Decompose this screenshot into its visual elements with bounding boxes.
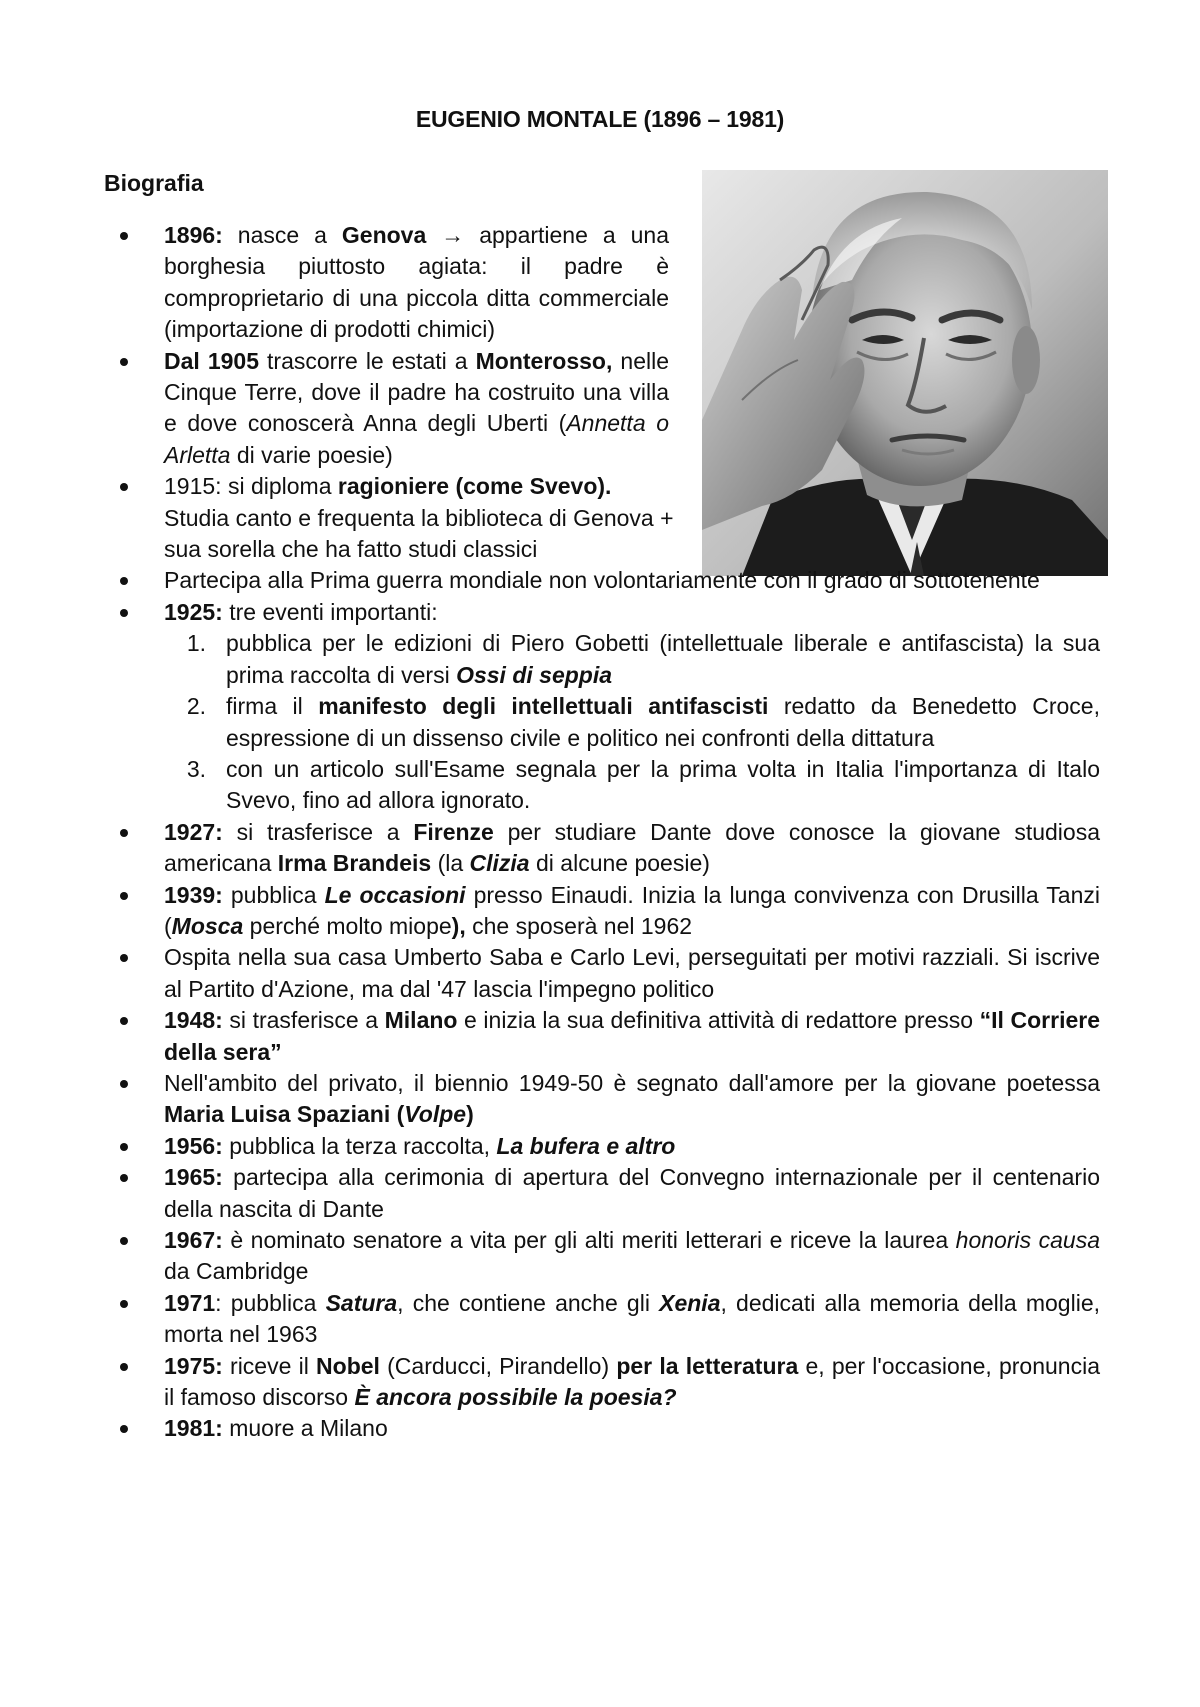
- item-year: 1927:: [164, 818, 223, 845]
- item-text: si trasferisce a: [222, 1007, 385, 1034]
- list-item: [104, 346, 669, 472]
- list-item: [104, 817, 1100, 880]
- item-text: , dedicati alla memoria della moglie, morta nel 1963: [164, 1289, 1100, 1348]
- item-text: nasce a: [222, 222, 342, 248]
- page-title: EUGENIO MONTALE (1896 – 1981): [415, 106, 785, 132]
- item-person: Maria Luisa Spaziani (: [164, 1101, 405, 1128]
- item-speech-title: È ancora possibile la poesia?: [354, 1384, 677, 1411]
- item-place: Milano: [384, 1007, 458, 1034]
- item-text: da Cambridge: [164, 1258, 309, 1285]
- numbered-event: [164, 628, 1100, 691]
- item-year: 1965:: [164, 1164, 223, 1191]
- item-text: presso Einaudi. Inizia la lunga convivenza con Drusilla Tanzi (: [164, 881, 1100, 939]
- item-prize: per la letteratura: [616, 1352, 799, 1379]
- item-text: Partecipa alla Prima guerra mondiale non volontariamente con il grado di sottotenente: [164, 567, 1040, 594]
- item-text: si trasferisce a: [222, 818, 414, 845]
- list-item: [104, 1131, 1100, 1162]
- item-text: pubblica per le edizioni di Piero Gobetti (intellettuale liberale e antifascista) la sua prima raccolta di versi: [226, 630, 1100, 688]
- item-year: 1939:: [164, 881, 223, 908]
- item-work-title: La bufera e altro: [496, 1132, 676, 1159]
- numbered-event: [164, 754, 1100, 817]
- item-text: di alcune poesie): [529, 850, 710, 877]
- item-text: trascorre le estati a: [259, 347, 476, 374]
- item-text: perché molto miope: [243, 912, 452, 939]
- item-text: è nominato senatore a vita per gli alti meriti letterari e riceve la laurea: [222, 1227, 956, 1253]
- item-year: 1975:: [164, 1352, 223, 1379]
- item-year: 1956:: [164, 1132, 223, 1159]
- event-number: 3.: [186, 755, 206, 782]
- list-item: [104, 1351, 1100, 1414]
- item-nickname: Mosca: [171, 912, 244, 939]
- item-text: (la: [431, 850, 470, 877]
- item-text: e, per l'occasione, pronuncia il famoso discorso: [164, 1352, 1100, 1411]
- item-text: 1915: si diploma: [164, 473, 338, 500]
- item-person: Irma Brandeis: [277, 850, 432, 877]
- item-year: 1971: [164, 1289, 216, 1316]
- list-item: [104, 1162, 1100, 1225]
- item-text: muore a Milano: [222, 1415, 388, 1442]
- item-text: di varie poesie): [230, 441, 393, 468]
- item-prize: Nobel: [316, 1352, 380, 1379]
- item-text: Studia canto e frequenta la biblioteca di Genova + sua sorella che ha fatto studi classici: [164, 504, 674, 563]
- item-punctuation: ): [466, 1101, 474, 1128]
- list-item: [104, 880, 1100, 943]
- item-punctuation: ),: [451, 912, 466, 939]
- item-text: , che contiene anche gli: [397, 1289, 660, 1316]
- item-text: (Carducci, Pirandello): [379, 1352, 617, 1379]
- item-place: Genova: [341, 222, 427, 248]
- item-nickname: Annetta o Arletta: [164, 410, 669, 468]
- section-heading-biografia: Biografia: [104, 170, 204, 196]
- item-text: pubblica: [222, 881, 325, 908]
- item-text: Ospita nella sua casa Umberto Saba e Carlo Levi, perseguitati per motivi razziali. Si iscrive al Partito d'Azione, ma dal '47 lascia l'impegno politico: [164, 944, 1100, 1002]
- biography-list: [104, 220, 1100, 1445]
- item-work-title: Xenia: [659, 1289, 721, 1316]
- item-work-title: Le occasioni: [324, 881, 466, 908]
- list-item: [104, 565, 1100, 596]
- list-item: [104, 1005, 1100, 1068]
- item-text: Nell'ambito del privato, il biennio 1949-50 è segnato dall'amore per la giovane poetessa: [164, 1069, 1100, 1096]
- item-text: per studiare Dante dove conosce la giovane studiosa americana: [164, 818, 1100, 877]
- item-year: 1981:: [164, 1415, 223, 1442]
- item-work-title: Satura: [325, 1289, 398, 1316]
- item-year: 1896:: [164, 222, 223, 248]
- item-text: → appartiene a una borghesia piuttosto agiata: il padre è comproprietario di una piccola ditta commerciale (importazione di prodotti chimici): [164, 222, 669, 343]
- item-place: Monterosso,: [475, 347, 613, 374]
- item-nickname: Clizia: [469, 850, 530, 877]
- list-item: [104, 1068, 1100, 1131]
- item-work-title: Ossi di seppia: [456, 661, 613, 688]
- numbered-event: [164, 691, 1100, 754]
- item-text: che sposerà nel 1962: [465, 912, 693, 939]
- item-year: 1967:: [164, 1227, 223, 1253]
- item-text: tre eventi importanti:: [222, 598, 438, 625]
- item-text: firma il: [226, 693, 319, 720]
- list-item: [104, 471, 675, 565]
- list-item: [104, 597, 1100, 817]
- item-newspaper: “Il Corriere della sera”: [164, 1007, 1100, 1065]
- list-item: [104, 942, 1100, 1005]
- item-text: : pubblica: [215, 1289, 326, 1316]
- list-item: [104, 1288, 1100, 1351]
- item-highlight: manifesto degli intellettuali antifascisti: [318, 693, 769, 720]
- list-item: [104, 220, 669, 346]
- item-latin-phrase: honoris causa: [955, 1227, 1101, 1253]
- item-text: riceve il: [222, 1352, 317, 1379]
- numbered-events-list: [164, 628, 1100, 816]
- item-text: e inizia la sua definitiva attività di redattore presso: [457, 1007, 980, 1034]
- item-nickname: Volpe: [404, 1101, 467, 1128]
- item-year: 1948:: [164, 1007, 223, 1034]
- item-text: redatto da Benedetto Croce, espressione di un dissenso civile e politico nei confronti della dittatura: [226, 693, 1100, 751]
- event-number: 2.: [186, 693, 206, 720]
- item-place: Firenze: [413, 818, 494, 845]
- item-text: pubblica la terza raccolta,: [222, 1132, 497, 1159]
- item-text: nelle Cinque Terre, dove il padre ha costruito una villa e dove conoscerà Anna degli Uberti (: [164, 347, 669, 437]
- item-year: Dal 1905: [164, 347, 259, 374]
- item-year: 1925:: [164, 598, 223, 625]
- item-text: con un articolo sull'Esame segnala per la prima volta in Italia l'importanza di Italo Svevo, fino ad allora ignorato.: [226, 755, 1100, 814]
- item-highlight: ragioniere (come Svevo).: [337, 473, 612, 500]
- list-item: [104, 1225, 1100, 1288]
- event-number: 1.: [186, 630, 206, 657]
- list-item: [104, 1413, 1100, 1444]
- item-text: partecipa alla cerimonia di apertura del Convegno internazionale per il centenario della nascita di Dante: [164, 1164, 1100, 1222]
